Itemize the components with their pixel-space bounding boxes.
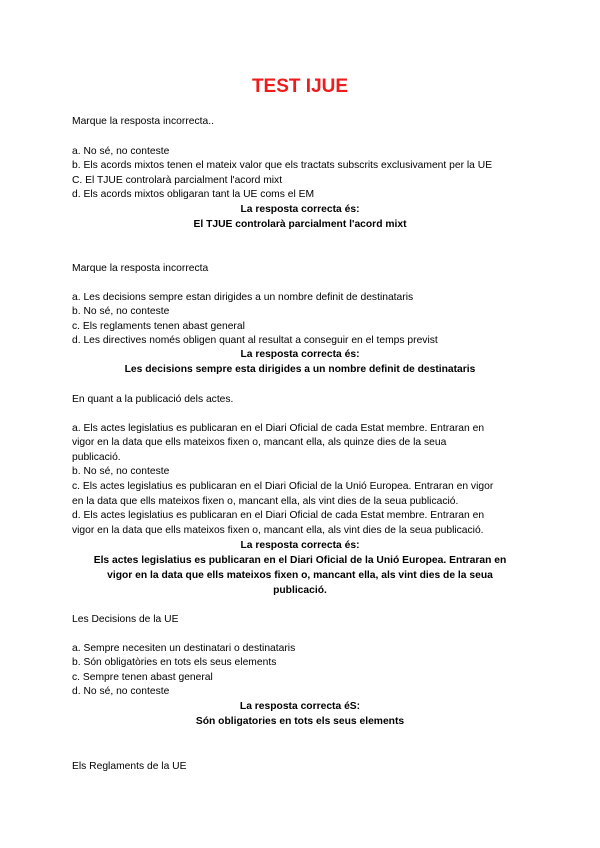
q4-option-d: d. No sé, no conteste <box>72 686 170 697</box>
q4-option-c: c. Sempre tenen abast general <box>72 672 213 683</box>
q1-prompt: Marque la resposta incorrecta.. <box>72 116 214 127</box>
q1-option-c: C. El TJUE controlarà parcialment l'acord mixt <box>72 175 283 186</box>
q4-answer: Són obligatories en tots els seus elements <box>195 716 405 727</box>
q3-answer-line: vigor en la data que ells mateixos fixen o, mancant ella, als vint dies de la seua <box>107 570 493 581</box>
q2-option-b: b. No sé, no conteste <box>72 306 170 317</box>
q3-option-line: vigor en la data que ells mateixos fixen o, mancant ella, als quinze dies de la seua <box>72 437 447 448</box>
q1-answer-label: La resposta correcta és: <box>240 204 360 215</box>
q3-prompt: En quant a la publicació dels actes. <box>72 394 234 405</box>
q4-option-b: b. Són obligatòries en tots els seus elements <box>72 657 277 668</box>
q3-option-line: en la data que ells mateixos fixen o, mancant ella, als vint dies de la seua publicació. <box>72 496 459 507</box>
q2-option-d: d. Les directives només obligen quant al resultat a conseguir en el temps previst <box>72 335 438 346</box>
q2-answer: Les decisions sempre esta dirigides a un nombre definit de destinataris <box>124 364 476 375</box>
q1-answer: El TJUE controlarà parcialment l'acord mixt <box>193 219 407 230</box>
q3-option-line: vigor en la data que ells mateixos fixen o, mancant ella, als vint dies de la seua publicació. <box>72 525 484 536</box>
q4-prompt: Les Decisions de la UE <box>72 614 179 625</box>
q3-option-line: a. Els actes legislatius es publicaran en el Diari Oficial de cada Estat membre. Entraran en <box>72 423 485 434</box>
q3-option-line: publicació. <box>72 452 121 463</box>
q3-option-line: d. Els actes legislatius es publicaran en el Diari Oficial de cada Estat membre. Entraran en <box>72 510 485 521</box>
q3-answer-label: La resposta correcta és: <box>240 540 360 551</box>
q2-option-c: c. Els reglaments tenen abast general <box>72 321 245 332</box>
q2-option-a: a. Les decisions sempre estan dirigides a un nombre definit de destinataris <box>72 292 414 303</box>
q3-option-line: c. Els actes legislatius es publicaran en el Diari Oficial de la Unió Europea. Entraran en vigor <box>72 481 494 492</box>
q3-answer-line: Els actes legislatius es publicaran en el Diari Oficial de la Unió Europea. Entraran en <box>93 555 507 566</box>
q4-answer-label: La resposta correcta éS: <box>239 701 361 712</box>
q1-option-a: a. No sé, no conteste <box>72 146 170 157</box>
q2-prompt: Marque la resposta incorrecta <box>72 263 209 274</box>
q1-option-b: b. Els acords mixtos tenen el mateix valor que els tractats subscrits exclusivament per la UE <box>72 160 493 171</box>
q3-answer-line: publicació. <box>273 585 327 596</box>
q5-prompt: Els Reglaments de la UE <box>72 761 187 772</box>
q4-option-a: a. Sempre necesiten un destinatari o destinataris <box>72 643 296 654</box>
q1-option-d: d. Els acords mixtos obligaran tant la UE coms el EM <box>72 189 315 200</box>
q3-option-line: b. No sé, no conteste <box>72 466 170 477</box>
document-title: TEST IJUE <box>251 76 349 97</box>
q2-answer-label: La resposta correcta és: <box>240 349 360 360</box>
